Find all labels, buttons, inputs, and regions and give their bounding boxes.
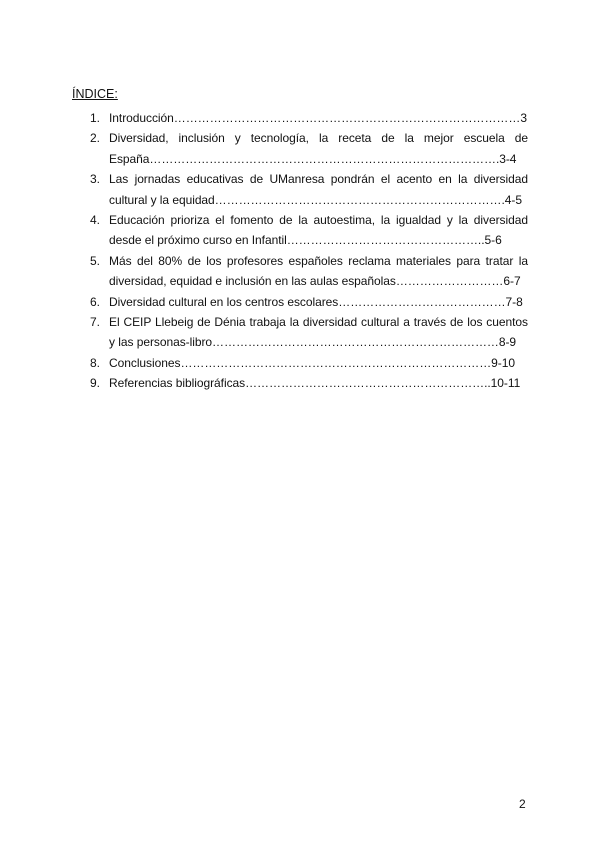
toc-item-text: Educación prioriza el fomento de la autoestima, la igualdad y la diversidad desde el próximo curso en Infantil…………………………………………..5-6 xyxy=(109,213,528,248)
toc-item-number: 1. xyxy=(90,111,101,125)
toc-item-text: El CEIP Llebeig de Dénia trabaja la diversidad cultural a través de los cuentos y las personas-libro………………………………………………………………8-9 xyxy=(109,315,528,350)
toc-item-text: Diversidad, inclusión y tecnología, la receta de la mejor escuela de España…………………………………………………………………………….3-4 xyxy=(109,131,528,166)
toc-item-text: Conclusiones……………………………………………………………………9-10 xyxy=(109,355,515,370)
toc-item-text: Referencias bibliográficas……………………………………………………..10-11 xyxy=(109,376,521,391)
toc-item-4 xyxy=(72,210,528,251)
toc-item-text: Las jornadas educativas de UManresa pondrán el acento en la diversidad cultural y la equidad……………………………………………………………….4-5 xyxy=(109,172,528,207)
toc-item-number: 7. xyxy=(90,315,101,330)
toc-list xyxy=(72,108,528,394)
toc-item-3 xyxy=(72,169,528,210)
toc-item-number: 2. xyxy=(90,131,101,146)
toc-item-number: 3. xyxy=(90,172,101,187)
toc-item-7 xyxy=(72,312,528,353)
toc-item-5 xyxy=(72,251,528,292)
toc-item-9 xyxy=(72,373,528,393)
toc-item-2 xyxy=(72,128,528,169)
toc-item-number: 8. xyxy=(90,355,101,370)
toc-heading: ÍNDICE: xyxy=(72,87,118,101)
toc-item-number: 4. xyxy=(90,213,101,228)
toc-item-number: 6. xyxy=(90,294,101,309)
toc-item-8 xyxy=(72,353,528,373)
toc-item-number: 9. xyxy=(90,376,101,391)
page-number: 2 xyxy=(519,797,526,811)
toc-item-number: 5. xyxy=(90,253,101,268)
toc-item-1 xyxy=(72,108,528,128)
toc-item-6 xyxy=(72,292,528,312)
toc-item-text: Más del 80% de los profesores españoles reclama materiales para tratar la diversidad, equidad e inclusión en las aulas españolas………………………6-7 xyxy=(109,253,528,289)
toc-item-text: Diversidad cultural en los centros escolares……………………………………7-8 xyxy=(109,294,523,309)
toc-item-text: Introducción……………………………………………………………………………3 xyxy=(109,111,527,125)
